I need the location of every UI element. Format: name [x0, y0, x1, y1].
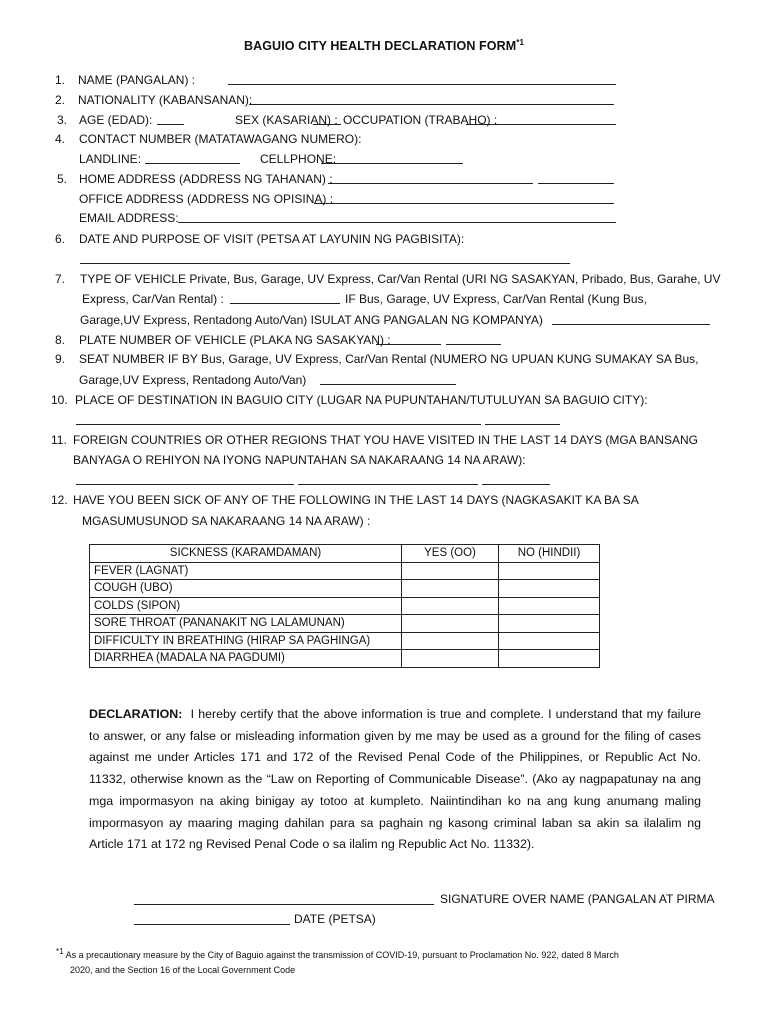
- no-cell[interactable]: [499, 615, 600, 633]
- name-field[interactable]: [228, 84, 616, 85]
- header-sickness: SICKNESS (KARAMDAMAN): [90, 545, 402, 563]
- form-title: BAGUIO CITY HEALTH DECLARATION FORM$^{*1}$: [243, 38, 524, 54]
- footnote-line-2: 2020, and the Section 16 of the Local Government Code: [70, 965, 296, 975]
- footnote-line-1: $^{*1}$ As a precautionary measure by the City of Baguio against the transmission of COVID-19, pursuant to Proclamation No. 922, dated 8 March: [56, 947, 619, 960]
- yes-cell[interactable]: [402, 650, 499, 668]
- office-address-field[interactable]: [314, 203, 614, 204]
- destination-field-2[interactable]: [485, 424, 560, 425]
- no-cell[interactable]: [499, 632, 600, 650]
- vehicle-type-field[interactable]: [230, 303, 340, 304]
- home-address-field[interactable]: [328, 183, 533, 184]
- title-footnote-mark: *1: [516, 38, 524, 47]
- sickness-label: COLDS (SIPON): [90, 597, 402, 615]
- cellphone-field[interactable]: [321, 163, 463, 164]
- yes-cell[interactable]: [402, 562, 499, 580]
- destination-field[interactable]: [76, 424, 481, 425]
- sickness-label: FEVER (LAGNAT): [90, 562, 402, 580]
- declaration-label: DECLARATION:: [89, 707, 183, 721]
- table-header-row: [90, 545, 600, 563]
- date-field[interactable]: [134, 924, 290, 925]
- yes-cell[interactable]: [402, 597, 499, 615]
- foreign-field-2[interactable]: [298, 484, 478, 485]
- home-address-field-2[interactable]: [538, 183, 614, 184]
- table-row: [90, 650, 600, 668]
- sickness-table: [89, 544, 600, 668]
- plate-field[interactable]: [376, 344, 441, 345]
- no-cell[interactable]: [499, 562, 600, 580]
- header-yes: YES (OO): [402, 545, 499, 563]
- email-field[interactable]: [178, 222, 616, 223]
- declaration-text: I hereby certify that the above information is true and complete. I understand that my failure to answer, or any false or misleading information given by me may be used as a ground for the filing of cases against me under Articles 171 and 172 of the Revised Penal Code of the Philippines, or Republic Act No. 11332, otherwise known as the “Law on Reporting of Communicable Disease”. (Ako ay nagpapatunay na ang mga impormasyon na aking binigay ay totoo at kumpleto. Naiintindihan ko na ang kung anumang maling impormasyon ay maaring maging dahilan para sa paghain ng kasong criminal laban sa akin sa ilalalim ng Article 171 at 172 ng Revised Penal Code o sa ilalim ng Republic Act No. 11332).: [89, 707, 701, 852]
- header-no: NO (HINDII): [499, 545, 600, 563]
- age-field[interactable]: [157, 124, 184, 125]
- table-row: [90, 580, 600, 598]
- yes-cell[interactable]: [402, 632, 499, 650]
- declaration-paragraph: [89, 704, 701, 856]
- table-row: [90, 597, 600, 615]
- company-name-field[interactable]: [552, 324, 710, 325]
- sickness-label: DIARRHEA (MADALA NA PAGDUMI): [90, 650, 402, 668]
- sex-field[interactable]: [313, 124, 341, 125]
- signature-field[interactable]: [134, 904, 434, 905]
- no-cell[interactable]: [499, 597, 600, 615]
- footnote: [56, 944, 736, 978]
- footnote-mark: *1: [56, 947, 64, 956]
- sickness-label: DIFFICULTY IN BREATHING (HIRAP SA PAGHINGA): [90, 632, 402, 650]
- table-row: [90, 562, 600, 580]
- no-cell[interactable]: [499, 580, 600, 598]
- occupation-field[interactable]: [466, 124, 616, 125]
- table-row: [90, 632, 600, 650]
- nationality-field[interactable]: [249, 104, 614, 105]
- plate-field-2[interactable]: [446, 344, 501, 345]
- foreign-field-3[interactable]: [482, 484, 550, 485]
- sickness-label: COUGH (UBO): [90, 580, 402, 598]
- landline-field[interactable]: [145, 163, 240, 164]
- table-row: [90, 615, 600, 633]
- foreign-field[interactable]: [76, 484, 294, 485]
- seat-field[interactable]: [320, 384, 456, 385]
- sickness-label: SORE THROAT (PANANAKIT NG LALAMUNAN): [90, 615, 402, 633]
- health-declaration-form: BAGUIO CITY HEALTH DECLARATION FORM$^{*1}$ 1. NAME (PANGALAN) : 2. NATIONALITY (KABANSANAN): 3. AGE (EDAD): SEX (KASARIAN) : OCCUPATION (TRABAHO) : 4. CONTACT NUMBER (MATATAWAGANG NUMERO): LANDLINE: CELLPHONE: 5. HOME ADDRESS (ADDRESS NG TAHANAN) : OFFICE ADDRESS (ADDRESS NG OPISINA) : EMAIL ADDRESS: 6. DATE AND PURPOSE OF VISIT (PETSA AT LAYUNIN NG PAGBISITA): 7. TYPE OF VEHICLE Private, Bus, Garage, UV Express, Car/Van Rental (URI NG SASAKYAN, Pribado, Bus, Garahe, UV Express, Car/Van Rental) : IF Bus, Garage, UV Express, Car/Van Rental (Kung Bus, Garage,UV Express, Rentadong Auto/Van) ISULAT ANG PANGALAN NG KOMPANYA) 8. PLATE NUMBER OF VEHICLE (PLAKA NG SASAKYAN) : 9. SEAT NUMBER IF BY Bus, Garage, UV Express, Car/Van Rental (NUMERO NG UPUAN KUNG SUMAKAY SA Bus, Garage,UV Express, Rentadong Auto/Van) 10. PLACE OF DESTINATION IN BAGUIO CITY (LUGAR NA PUPUNTAHAN/TUTULUYAN SA BAGUIO CITY): 11. FOREIGN COUNTRIES OR OTHER REGIONS THAT YOU HAVE VISITED IN THE LAST 14 DAYS (MGA BANSANG BANYAGA O REHIYON NA IYONG NAPUNTAHAN SA NAKARAANG 14 NA ARAW): 12. HAVE YOU BEEN SICK OF ANY OF THE FOLLOWING IN THE LAST 14 DAYS (NAGKASAKIT KA BA SA MGASUMUSUNOD SA NAKARAANG 14 NA ARAW) : SICKNESS (KARAMDAMAN) YES (OO) NO (HINDII) FEVER (LAGNAT) COUGH (UBO) COLDS (SIPON) SORE THROAT (PANANAKIT NG LALAMUNAN) DIFFICULTY IN BREATHING (HIRAP SA PAGHINGA) DIARRHEA (MADALA NA PAGDUMI) DECLARATION: I hereby certify that the above information is true and complete. I understand that my failure to answer, or any false or misleading information given by me may be used as a ground for the filing of cases against me under Articles 171 and 172 of the Revised Penal Code of the Philippines, or Republic Act No. 11332, otherwise known as the “Law on Reporting of Communicable Disease”. (Ako ay nagpapatunay na ang mga impormasyon na aking binigay ay totoo at kumpleto. Naiintindihan ko na ang kung anumang maling impormasyon ay maaring maging dahilan para sa paghain ng kasong criminal laban sa akin sa ilalalim ng Article 171 at 172 ng Revised Penal Code o sa ilalim ng Republic Act No. 11332). SIGNATURE OVER NAME (PANGALAN AT PIRMA DATE (PETSA) $^{*1}$ As a precautionary measure by the City of Baguio against the transmission of COVID-19, pursuant to Proclamation No. 922, dated 8 March 2020, and the Section 16 of the Local Government Code: [0, 0, 768, 1024]
- yes-cell[interactable]: [402, 580, 499, 598]
- no-cell[interactable]: [499, 650, 600, 668]
- yes-cell[interactable]: [402, 615, 499, 633]
- visit-field[interactable]: [80, 263, 570, 264]
